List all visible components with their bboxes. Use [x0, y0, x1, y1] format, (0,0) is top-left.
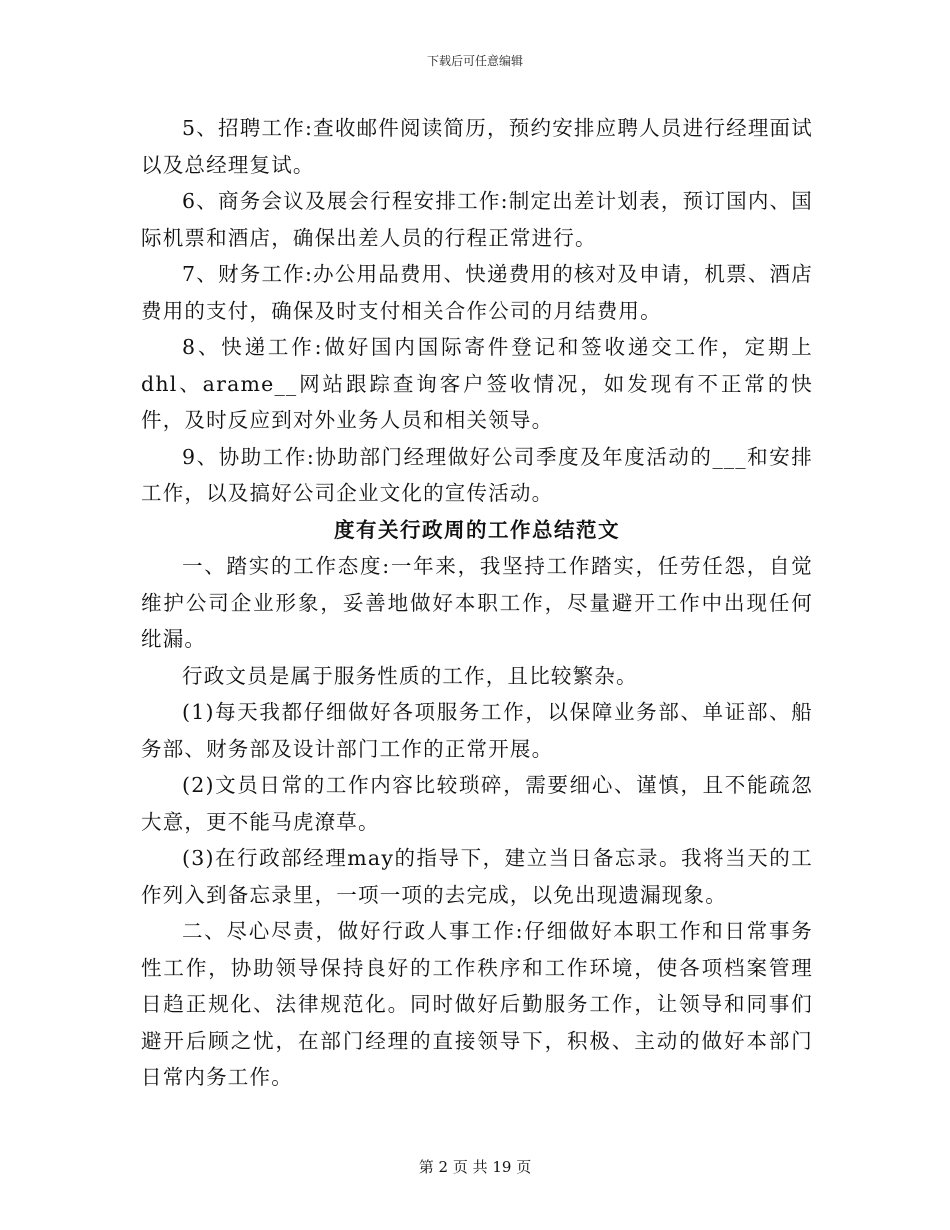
- paragraph-business-travel: 6、商务会议及展会行程安排工作:制定出差计划表，预订国内、国际机票和酒店，确保出差人员的行程正常进行。: [141, 189, 813, 250]
- paragraph-item-3: (3)在行政部经理may的指导下，建立当日备忘录。我将当天的工作列入到备忘录里，一项一项的去完成，以免出现遗漏现象。: [141, 846, 813, 907]
- section-heading: 度有关行政周的工作总结范文: [334, 517, 620, 542]
- paragraph-responsibility: 二、尽心尽责，做好行政人事工作:仔细做好本职工作和日常事务性工作，协助领导保持良好的工作秩序和工作环境，使各项档案管理日趋正规化、法律规范化。同时做好后勤服务工作，让领导和同事们避开后顾之忧，在部门经理的直接领导下，积极、主动的做好本部门日常内务工作。: [141, 919, 813, 1089]
- paragraph-recruitment: 5、招聘工作:查收邮件阅读简历，预约安排应聘人员进行经理面试以及总经理复试。: [141, 116, 813, 177]
- document-body: [141, 110, 813, 1096]
- paragraph-express: 8、快递工作:做好国内国际寄件登记和签收递交工作，定期上dhl、arame__网站跟踪查询客户签收情况，如发现有不正常的快件，及时反应到对外业务人员和相关领导。: [141, 335, 813, 432]
- paragraph-work-attitude: 一、踏实的工作态度:一年来，我坚持工作踏实，任劳任怨，自觉维护公司企业形象，妥善地做好本职工作，尽量避开工作中出现任何纰漏。: [141, 554, 813, 651]
- page-footer: 第 2 页 共 19 页: [418, 1158, 532, 1176]
- paragraph-service-nature: 行政文员是属于服务性质的工作，且比较繁杂。: [182, 663, 638, 688]
- paragraph-item-2: (2)文员日常的工作内容比较琐碎，需要细心、谨慎，且不能疏忽大意，更不能马虎潦草。: [141, 773, 813, 834]
- paragraph-assistance: 9、协助工作:协助部门经理做好公司季度及年度活动的___和安排工作，以及搞好公司企业文化的宣传活动。: [141, 444, 813, 505]
- paragraph-finance: 7、财务工作:办公用品费用、快递费用的核对及申请，机票、酒店费用的支付，确保及时支付相关合作公司的月结费用。: [141, 262, 813, 323]
- page-header: 下载后可任意编辑: [426, 54, 523, 68]
- paragraph-item-1: (1)每天我都仔细做好各项服务工作，以保障业务部、单证部、船务部、财务部及设计部门工作的正常开展。: [141, 700, 813, 761]
